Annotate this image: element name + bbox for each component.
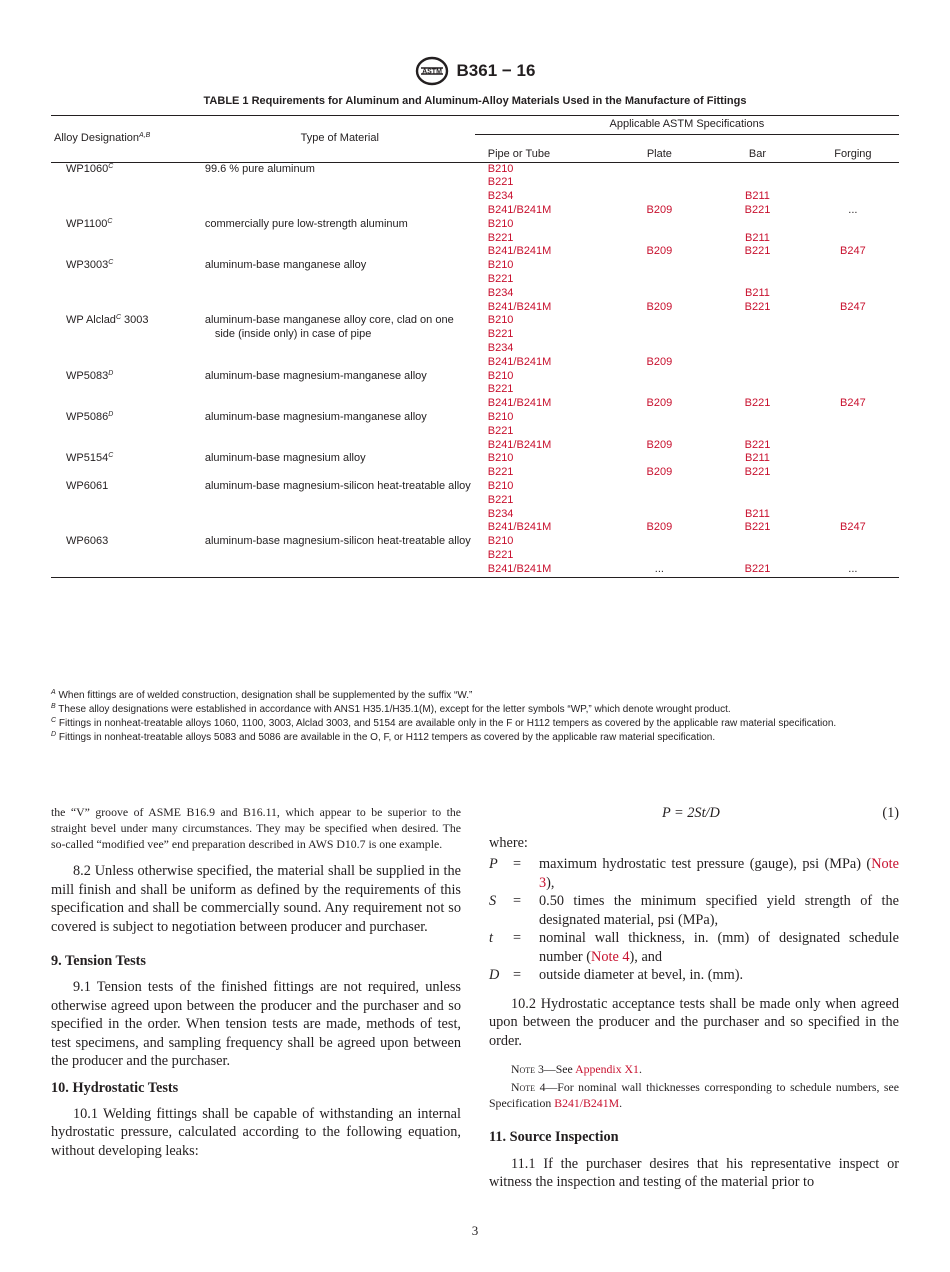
spec-link[interactable]: B221 [487,176,514,189]
forging-specs [807,411,899,452]
pipe-specs [475,259,611,314]
spec-cell [708,494,807,508]
table-row [51,259,899,314]
table-row [51,314,899,369]
material-type: commercially pure low-strength aluminum [204,217,408,230]
spec-link[interactable]: B234 [487,341,514,354]
variable-s: S = 0.50 times the minimum specified yield strength of the designated material, psi (MPa), [489,893,899,928]
spec-cell [708,370,807,384]
spec-cell [708,549,807,563]
bar-specs [708,535,807,577]
spec-cell [708,535,807,549]
spec-cell [611,163,709,177]
spec-cell [611,190,709,204]
spec-link[interactable]: B221 [744,203,771,216]
left-column [51,805,461,1160]
col-alloy-header: Alloy Designation$^{A,B}$ [54,131,151,144]
alloy-designation: WP5086$^D$ [66,410,114,423]
spec-cell: ... [848,562,858,575]
spec-link[interactable]: B210 [487,535,514,548]
spec-link[interactable]: B247 [840,397,866,410]
spec-cell [807,259,899,273]
variable-p: P = maximum hydrostatic test pressure (gauge), psi (MPa) (Note 3), [489,856,899,891]
equation-number: (1) [882,805,899,821]
spec-link[interactable]: B221 [744,245,771,258]
table-title: TABLE 1 Requirements for Aluminum and Aluminum-Alloy Materials Used in the Manufacture of Fittings [203,95,747,107]
spec-cell [708,411,807,425]
spec-link[interactable]: B211 [745,286,770,299]
spec-cell [807,535,899,549]
spec-cell [807,439,899,453]
spec-cell [611,259,709,273]
pipe-specs [475,162,611,218]
bar-specs [708,314,807,369]
spec-cell [611,494,709,508]
spec-link[interactable]: B234 [487,286,514,299]
table-row [51,480,899,535]
spec-link[interactable]: B210 [487,162,514,175]
spec-cell [611,232,709,246]
paragraph-9-1: 9.1 Tension tests of the finished fittings are not required, unless otherwise agreed upon between the producer and the purchaser and so specified in the order. When tension tests are made, methods of test, test specimens, and sampling frequency shall be agreed upon between the producer and the purchaser. [51,979,461,1070]
material-type: aluminum-base magnesium-silicon heat-treatable alloy [204,479,471,492]
material-type: aluminum-base magnesium-silicon heat-treatable alloy [204,535,471,548]
material-type: aluminum-base magnesium-manganese alloy [204,369,427,382]
material-type: aluminum-base manganese alloy [204,259,367,272]
spec-cell [807,273,899,287]
pipe-specs [475,535,611,577]
col-type-header: Type of Material [300,131,379,144]
spec-cell [611,425,709,439]
spec-link[interactable]: B221 [744,521,771,534]
spec-link[interactable]: B209 [646,438,673,451]
spec-cell [708,314,807,328]
note-3: Note 3—See Appendix X1. [511,1062,642,1076]
alloy-designation: WP5154$^C$ [66,452,114,465]
section-10-heading: 10. Hydrostatic Tests [51,1079,179,1096]
table-footnotes [51,689,899,745]
spec-link[interactable]: B221 [744,562,771,575]
paragraph-11-1: 11.1 If the purchaser desires that his representative inspect or witness the inspection and testing of the material prior to [489,1155,899,1191]
standard-code: B361 − 16 [456,61,536,80]
spec-cell [708,328,807,342]
spec-link[interactable]: B221 [487,328,514,341]
spec-link[interactable]: B241/B241M [487,300,552,313]
spec-link[interactable]: B241/B241M [487,355,552,368]
plate-specs [611,411,709,452]
spec-cell [807,232,899,246]
spec-link[interactable]: B209 [646,355,673,368]
spec-cell [708,259,807,273]
astm-logo-icon [415,56,449,86]
plate-specs [611,162,709,218]
page-number: 3 [471,1223,479,1238]
spec-cell [611,549,709,563]
paragraph-continued: the “V” groove of ASME B16.9 and B16.11, which appear to be superior to the straight bevel under many circumstances. They may be specified when desired. The so-called “modified vee” end preparation described in AWS D10.7 is one example. [51,805,461,851]
spec-cell [807,176,899,190]
spec-link[interactable]: B221 [487,493,514,506]
spec-cell [611,328,709,342]
right-column [489,805,899,1192]
alloy-designation: WP Alclad$^C$ 3003 [66,314,149,327]
spec-link[interactable]: B209 [646,397,673,410]
spec-link[interactable]: B209 [646,521,673,534]
bar-specs [708,480,807,535]
spec-cell [807,411,899,425]
spec-cell [807,370,899,384]
spec-cell [807,549,899,563]
spec-cell [611,480,709,494]
pipe-specs [475,314,611,369]
forging-specs [807,370,899,411]
spec-cell [708,176,807,190]
forging-specs [807,452,899,480]
table-row [51,218,899,259]
spec-link[interactable]: B210 [487,217,514,230]
b241-link[interactable]: B241/B241M [554,1095,620,1110]
appendix-x1-link[interactable]: Appendix X1 [575,1062,639,1076]
bar-specs [708,411,807,452]
table-row [51,370,899,411]
spec-cell [807,508,899,522]
spec-link[interactable]: B221 [744,466,771,479]
alloy-designation: WP3003$^C$ [66,259,114,272]
spec-cell [611,218,709,232]
spec-link[interactable]: B211 [745,190,770,203]
spec-cell [708,273,807,287]
spec-link[interactable]: B221 [487,272,514,285]
spec-link[interactable]: B247 [840,300,866,313]
spec-link[interactable]: B241/B241M [487,203,552,216]
spec-cell [611,273,709,287]
spec-link[interactable]: B209 [646,245,673,258]
plate-specs [611,480,709,535]
forging-specs [807,314,899,369]
paragraph-10-2: 10.2 Hydrostatic acceptance tests shall be made only when agreed upon between the producer and the purchaser and so specified in the order. [489,995,899,1049]
spec-cell [807,466,899,480]
variable-d: D = outside diameter at bevel, in. (mm). [489,967,744,983]
section-9-heading: 9. Tension Tests [51,953,146,970]
spec-link[interactable]: B211 [745,507,770,520]
where-label: where: [489,835,528,851]
spec-cell [807,163,899,177]
plate-specs [611,535,709,577]
spec-link[interactable]: B247 [840,245,866,258]
spec-cell [708,383,807,397]
material-type: aluminum-base magnesium alloy [204,452,366,465]
spec-cell [611,287,709,301]
spec-link[interactable]: B221 [744,300,771,313]
bar-specs [708,218,807,259]
spec-cell [807,480,899,494]
alloy-designation: WP1100$^C$ [66,217,113,230]
material-type: aluminum-base manganese alloy core, clad on one side (inside only) in case of pipe [204,314,454,341]
variable-definitions [489,855,899,985]
plate-specs [611,259,709,314]
pipe-specs [475,370,611,411]
forging-specs [807,480,899,535]
note-4-link[interactable]: Note 4 [591,948,630,965]
section-11-heading: 11. Source Inspection [489,1128,619,1145]
plate-specs [611,314,709,369]
spec-cell [807,356,899,370]
spec-cell [807,328,899,342]
forging-specs [807,259,899,314]
paragraph-8-2: 8.2 Unless otherwise specified, the material shall be supplied in the mill finish and shall be uniform as defined by the requirements of this specification and shall be commercially sound. Any requirement not so covered is subject to negotiation between producer and purchaser. [51,863,461,935]
equation-1 [489,805,899,825]
spec-cell [708,480,807,494]
footnote-d: $^D$ Fittings in nonheat-treatable alloys 5083 and 5086 are available in the O, F, or H112 tempers as covered by the applicable raw material specification. [51,731,716,743]
spec-link[interactable]: B241/B241M [487,245,552,258]
spec-link[interactable]: B209 [646,466,673,479]
spec-link[interactable]: B241/B241M [487,562,552,575]
spec-cell [708,356,807,370]
spec-link[interactable]: B210 [487,369,514,382]
spec-cell [807,314,899,328]
spec-cell: ... [848,203,858,216]
alloy-designation: WP6061 [66,479,109,492]
bar-specs [708,370,807,411]
spec-link[interactable]: B234 [487,507,514,520]
spec-link[interactable]: B210 [487,259,514,272]
spec-link[interactable]: B221 [487,424,514,437]
spec-link[interactable]: B221 [487,466,514,479]
plate-specs [611,452,709,480]
alloy-designation: WP1060$^C$ [66,162,114,175]
forging-specs [807,218,899,259]
spec-cell [611,411,709,425]
note-4: Note 4—For nominal wall thicknesses corresponding to schedule numbers, see Specification B241/B241M. [489,1080,899,1110]
plate-specs [611,218,709,259]
col-group-header: Applicable ASTM Specifications [475,116,899,135]
spec-link[interactable]: B221 [744,397,771,410]
table-row [51,162,899,218]
pipe-specs [475,218,611,259]
spec-cell [807,218,899,232]
spec-link[interactable]: B210 [487,314,514,327]
spec-cell [708,425,807,439]
alloy-designation: WP6063 [66,535,109,548]
spec-cell [807,287,899,301]
col-bar-header: Bar [748,147,767,160]
table-row [51,535,899,577]
spec-link[interactable]: B210 [487,452,514,465]
spec-cell [807,190,899,204]
spec-link[interactable]: B247 [840,521,866,534]
pipe-specs [475,452,611,480]
footnote-b: $^B$ These alloy designations were established in accordance with ANS1 H35.1/H35.1(M), except for the letter symbols “WP,” which denote wrought product. [51,703,731,715]
spec-link[interactable]: B234 [487,190,514,203]
spec-link[interactable]: B221 [487,383,514,396]
forging-specs [807,162,899,218]
spec-cell [708,163,807,177]
spec-link[interactable]: B241/B241M [487,397,552,410]
spec-link[interactable]: B211 [745,452,770,465]
svg-text:ASTM: ASTM [421,68,442,76]
paragraph-10-1: 10.1 Welding fittings shall be capable of withstanding an internal hydrostatic pressure, calculated according to the following equation, without developing leaks: [51,1105,461,1159]
spec-link[interactable]: B210 [487,410,514,423]
spec-link[interactable]: B221 [744,438,771,451]
spec-table [51,115,899,578]
spec-cell [611,452,709,466]
pipe-specs [475,411,611,452]
bar-specs [708,452,807,480]
material-type: 99.6 % pure aluminum [204,162,315,175]
spec-link[interactable]: B209 [646,300,673,313]
spec-cell [611,314,709,328]
spec-cell [611,370,709,384]
spec-cell [807,425,899,439]
spec-cell [611,508,709,522]
spec-cell [708,218,807,232]
spec-link[interactable]: B210 [487,479,514,492]
alloy-designation: WP5083$^D$ [66,369,114,382]
spec-link[interactable]: B241/B241M [487,521,552,534]
spec-cell [611,176,709,190]
spec-link[interactable]: B209 [646,203,673,216]
plate-specs [611,370,709,411]
document-header [0,56,950,86]
bar-specs [708,259,807,314]
col-pipe-header: Pipe or Tube [487,147,551,160]
spec-link[interactable]: B211 [745,231,770,244]
spec-cell [611,535,709,549]
spec-link[interactable]: B221 [487,231,514,244]
material-type: aluminum-base magnesium-manganese alloy [204,410,427,423]
spec-link[interactable]: B221 [487,548,514,561]
bar-specs [708,162,807,218]
forging-specs [807,535,899,577]
table-row [51,452,899,480]
spec-cell [611,383,709,397]
footnote-a: $^A$ When fittings are of welded construction, designation shall be supplemented by the suffix “W.” [51,689,473,701]
footnote-c: $^C$ Fittings in nonheat-treatable alloys 1060, 1100, 3003, Alclad 3003, and 5154 are available only in the F or H112 tempers as covered by the applicable raw material specification. [51,717,837,729]
col-plate-header: Plate [646,147,672,160]
spec-cell [611,342,709,356]
equation-formula: P = 2St/D [662,805,720,821]
spec-cell [807,452,899,466]
variable-t: t = nominal wall thickness, in. (mm) of designated schedule number (Note 4), and [489,930,899,965]
spec-cell [807,494,899,508]
table-row [51,411,899,452]
note-3-link[interactable]: Note 3 [539,856,899,891]
spec-cell: ... [654,562,664,575]
pipe-specs [475,480,611,535]
spec-cell [807,342,899,356]
spec-link[interactable]: B241/B241M [487,438,552,451]
spec-cell [708,342,807,356]
spec-cell [807,383,899,397]
col-forging-header: Forging [834,147,872,160]
